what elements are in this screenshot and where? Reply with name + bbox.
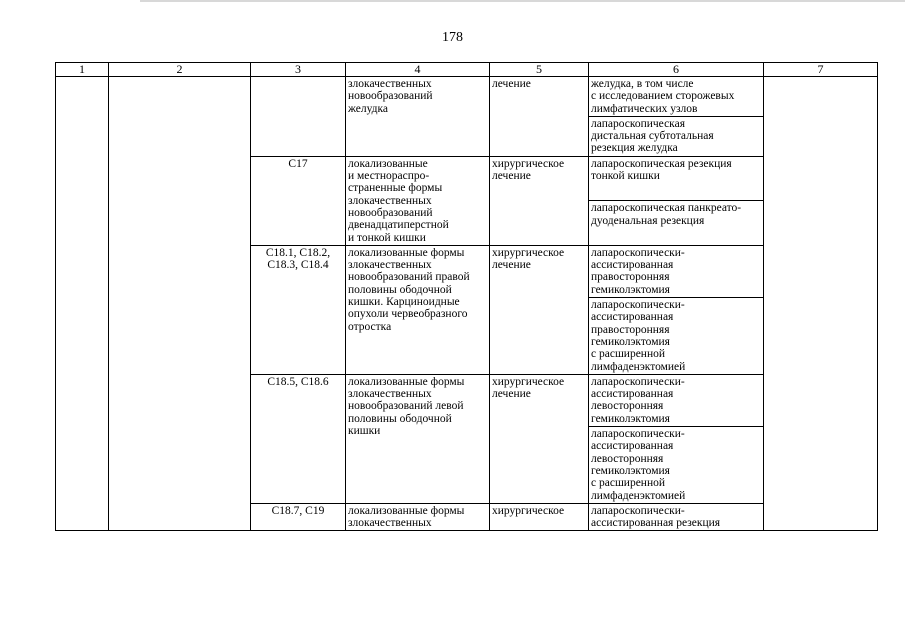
column-header-6: 6 bbox=[589, 63, 764, 77]
cell-diagnosis-code bbox=[251, 77, 346, 157]
cell-col2-empty bbox=[109, 77, 251, 531]
cell-treatment-type: лечение bbox=[490, 77, 589, 157]
column-header-7: 7 bbox=[764, 63, 878, 77]
page-bottom-margin bbox=[0, 567, 905, 640]
column-header-1: 1 bbox=[56, 63, 109, 77]
cell-diagnosis-code: C18.1, C18.2, C18.3, C18.4 bbox=[251, 245, 346, 374]
cell-diagnosis: локализованные и местнораспро- страненные формы злокачественных новообразований двенадцатиперстной и тонкой кишки bbox=[346, 156, 490, 245]
cell-diagnosis: локализованные формы злокачественных новообразований левой половины ободочной кишки bbox=[346, 374, 490, 503]
cell-col1-empty bbox=[56, 77, 109, 531]
cell-diagnosis: локализованные формы злокачественных новообразований правой половины ободочной кишки. Карциноидные опухоли червеобразного отростка bbox=[346, 245, 490, 374]
column-number-row bbox=[56, 63, 878, 77]
cell-diagnosis-code: C18.7, C19 bbox=[251, 503, 346, 531]
cell-treatment-method: лапароскопическая дистальная субтотальная резекция желудка bbox=[589, 116, 764, 156]
cell-treatment-method: лапароскопически- ассистированная резекция bbox=[589, 503, 764, 531]
medical-services-table bbox=[55, 62, 878, 531]
cell-diagnosis-code: C17 bbox=[251, 156, 346, 245]
cell-treatment-method: лапароскопически- ассистированная левосторонняя гемиколэктомия с расширенной лимфаденэктомией bbox=[589, 427, 764, 504]
cell-diagnosis: злокачественных новообразований желудка bbox=[346, 77, 490, 157]
cell-treatment-method: лапароскопически- ассистированная левосторонняя гемиколэктомия bbox=[589, 374, 764, 426]
cell-treatment-type: хирургическое bbox=[490, 503, 589, 531]
cell-diagnosis: локализованные формы злокачественных bbox=[346, 503, 490, 531]
page-number: 178 bbox=[442, 30, 463, 45]
column-header-3: 3 bbox=[251, 63, 346, 77]
cell-treatment-method: лапароскопическая резекция тонкой кишки bbox=[589, 156, 764, 201]
cell-treatment-method: лапароскопически- ассистированная правосторонняя гемиколэктомия с расширенной лимфаденэктомией bbox=[589, 298, 764, 375]
column-header-2: 2 bbox=[109, 63, 251, 77]
column-header-4: 4 bbox=[346, 63, 490, 77]
cell-treatment-method: желудка, в том числе с исследованием сторожевых лимфатических узлов bbox=[589, 77, 764, 117]
cell-treatment-type: хирургическое лечение bbox=[490, 156, 589, 245]
column-header-5: 5 bbox=[490, 63, 589, 77]
cell-treatment-method: лапароскопически- ассистированная правосторонняя гемиколэктомия bbox=[589, 245, 764, 297]
cell-diagnosis-code: C18.5, C18.6 bbox=[251, 374, 346, 503]
table-row bbox=[56, 77, 878, 117]
cell-col7-empty bbox=[764, 77, 878, 531]
cell-treatment-method: лапароскопическая панкреато- дуоденальная резекция bbox=[589, 201, 764, 246]
cell-treatment-type: хирургическое лечение bbox=[490, 245, 589, 374]
cell-treatment-type: хирургическое лечение bbox=[490, 374, 589, 503]
scan-edge-line bbox=[140, 0, 905, 2]
